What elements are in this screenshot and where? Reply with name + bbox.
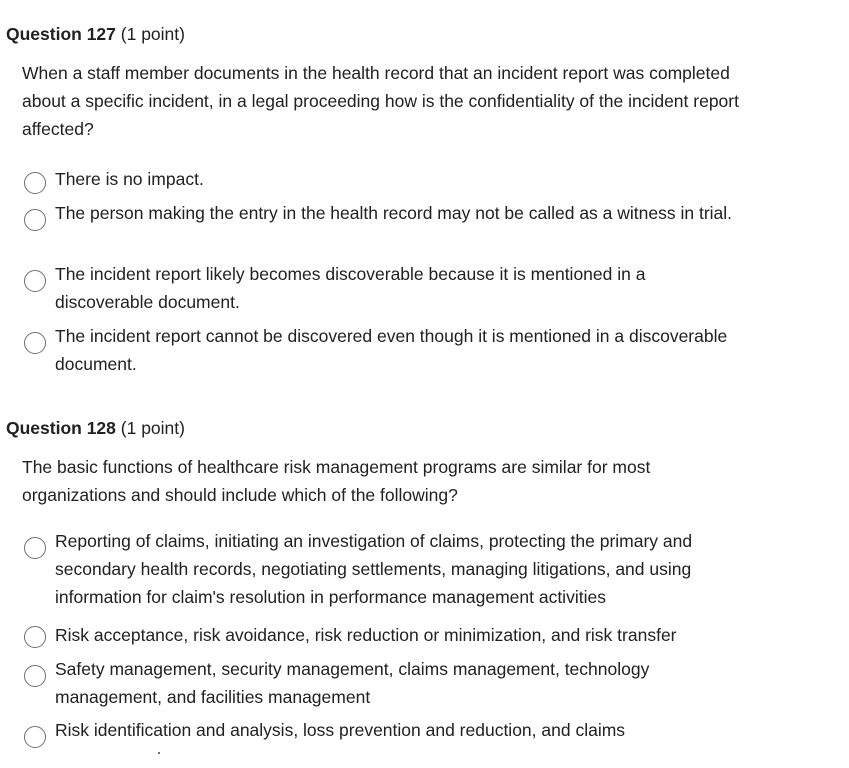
- question-header: [6, 22, 185, 46]
- radio-button[interactable]: [24, 209, 46, 231]
- radio-button[interactable]: [24, 270, 46, 292]
- radio-button[interactable]: [24, 332, 46, 354]
- answer-option-label: Reporting of claims, initiating an investigation of claims, protecting the primary and secondary health records, negotiating settlements, managing litigations, and using information for claim's resolution in performance management activities: [55, 531, 693, 607]
- answer-option[interactable]: [24, 716, 824, 768]
- answer-option[interactable]: [24, 165, 824, 193]
- answer-option-label: Safety management, security management, claims management, technology management, and facilities management: [55, 659, 650, 707]
- question-prompt: When a staff member documents in the health record that an incident report was completed about a specific incident, in a legal proceeding how is the confidentiality of the incident report affected?: [22, 63, 739, 139]
- answer-option-label: The person making the entry in the health record may not be called as a witness in trial.: [55, 203, 733, 223]
- answer-option[interactable]: [24, 621, 824, 649]
- answer-option[interactable]: [24, 527, 824, 611]
- answer-option-label: There is no impact.: [55, 169, 204, 189]
- answer-option-label: The incident report cannot be discovered even though it is mentioned in a discoverable document.: [55, 326, 728, 374]
- answer-option[interactable]: [24, 322, 824, 378]
- question-number: Question 128: [6, 418, 116, 438]
- question-points: (1 point): [120, 418, 185, 438]
- text-fragment: [158, 752, 160, 754]
- answer-option-label: The incident report likely becomes discoverable because it is mentioned in a discoverable document.: [55, 264, 646, 312]
- answer-option[interactable]: [24, 655, 824, 711]
- radio-button[interactable]: [24, 626, 46, 648]
- radio-button[interactable]: [24, 665, 46, 687]
- question-number: Question 127: [6, 24, 116, 44]
- radio-button[interactable]: [24, 726, 46, 748]
- answer-option-label: Risk acceptance, risk avoidance, risk reduction or minimization, and risk transfer: [55, 625, 677, 645]
- question-prompt: The basic functions of healthcare risk management programs are similar for most organizations and should include which of the following?: [22, 457, 651, 505]
- radio-button[interactable]: [24, 172, 46, 194]
- radio-button[interactable]: [24, 537, 46, 559]
- question-points: (1 point): [120, 24, 185, 44]
- question-header: [6, 416, 185, 440]
- answer-option[interactable]: [24, 260, 824, 316]
- answer-option[interactable]: [24, 199, 824, 255]
- answer-option-label: Risk identification and analysis, loss prevention and reduction, and claims: [55, 720, 626, 740]
